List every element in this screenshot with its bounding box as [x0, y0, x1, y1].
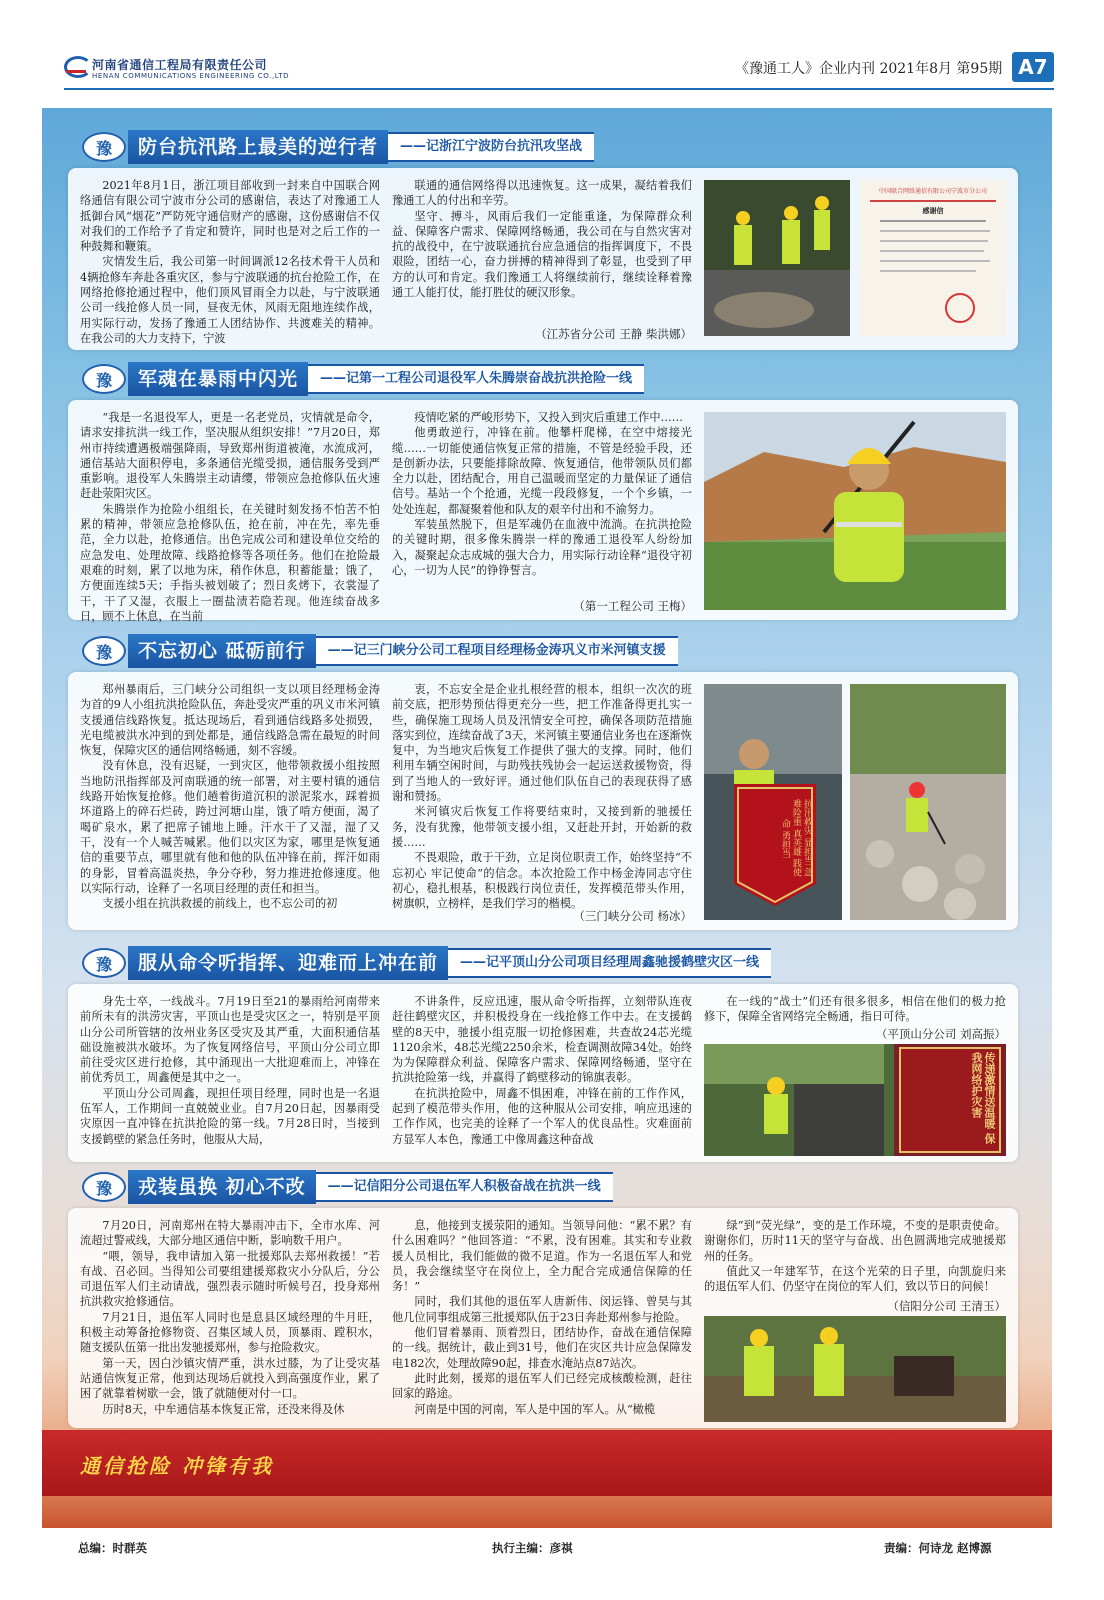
- banner-text: 传递激情送温暖 保我网络护灾害: [970, 1052, 996, 1144]
- paragraph: 疫情吃紧的严峻形势下，又投入到灾后重建工作中……: [414, 411, 683, 424]
- article-1-signature: （江苏省分公司 王静 柴洪娜）: [535, 327, 692, 341]
- article-5-title-bar: [82, 1170, 613, 1204]
- photo-man-with-banner: [704, 684, 842, 920]
- article-3-signature: （三门峡分公司 杨冰）: [573, 909, 692, 923]
- logo-badge-icon: 豫: [82, 948, 126, 978]
- article-5-title: 戎装虽换 初心不改: [128, 1170, 316, 1204]
- article-2-title: 军魂在暴雨中闪光: [128, 362, 308, 396]
- article-2-col-2: [392, 410, 692, 588]
- article-4-subtitle: ——记平顶山分公司项目经理周鑫驰援鹤壁灾区一线: [448, 948, 771, 978]
- paragraph: 联通的通信网络得以迅速恢复。这一成果，凝结着我们豫通工人的付出和辛劳。: [392, 179, 692, 208]
- paragraph: 息，他接到支援荥阳的通知。当领导问他：“累不累？有什么困难吗？”他回答道：“不累，没有困难。其实和专业救援人员相比，我们能做的微不足道。作为一名退伍军人和党员，我会继续坚守在岗位上，全力配合完成通信保障的任务！”: [392, 1219, 692, 1294]
- article-5-box: [68, 1208, 1018, 1428]
- paragraph: 衷，不忘安全是企业扎根经营的根本，组织一次次的班前交底，把形势预估得更充分一些，把工作准备得更扎实一些，确保施工现场人员及汛情安全可控，确保各项防范措施落实到位，连续奋战了3天，米河镇主要通信业务也在逐渐恢复中，为当地灾后恢复工作提供了强大的支撑。同时，他们利用车辆空闲时间，与助残扶残协会一起运送救援物资，得到了当地人的一致好评。通过他们队伍自己的表现获得了感谢和赞扬。: [392, 683, 692, 804]
- page-number: A7: [1012, 52, 1054, 82]
- content-panel: [42, 108, 1052, 1528]
- photo-thank-you-letter: [860, 180, 1006, 336]
- paragraph: 朱腾崇作为抢险小组组长，在关键时刻发扬不怕苦不怕累的精神，带领应急抢修队伍，抢在前，冲在先，率先垂范，全力以赴，抢修通信。出色完成公司和建设单位交给的应急发电、处理故障、线路抢修等各项任务。他们在抢险最艰难的时刻，累了以地为床，稍作休息，积蓄能量；饿了，方便面连续5天；手指头被划破了；烈日炙烤下，衣裳湿了干，干了又湿，衣服上一圈盐渍若隐若现。他连续奋战多日，顾不上休息，在当前: [80, 502, 380, 623]
- masthead: 《豫通工人》企业内刊 2021年8月 第95期: [735, 61, 1003, 77]
- company-name-en: HENAN COMMUNICATIONS ENGINEERING CO.,LTD: [92, 72, 290, 80]
- paragraph: 平顶山分公司周鑫，现担任项目经理，同时也是一名退伍军人，工作期间一直兢兢业业。自7月20日起，因暴雨受灾原因一直冲锋在抗洪抢险的第一线。7月28日时，当接到支援鹤壁的紧急任务时，他服从大局，: [80, 1086, 380, 1146]
- paragraph: 7月21日，退伍军人同时也是息县区域经理的牛月旺，积极主动筹备抢修物资、召集区域人员，顶暴雨、蹚积水，随支援队伍第一批出发驰援郑州，参与抢险救灾。: [80, 1310, 380, 1355]
- logo-badge-icon: 豫: [82, 1172, 126, 1202]
- article-5-col-1: [80, 1218, 380, 1424]
- photo-worker-with-pole: [704, 412, 1006, 610]
- letter-heading: 感谢信: [922, 206, 944, 215]
- paragraph: 郑州暴雨后，三门峡分公司组织一支以项目经理杨金涛为首的9人小组抗洪抢险队伍，奔赴受灾严重的巩义市米河镇支援通信线路恢复。抵达现场后，看到通信线路多处损毁，光电缆被洪水冲到的到处都是，通信线路急需在最短的时间恢复，保障灾区的通信网络畅通，刻不容缓。: [80, 683, 380, 758]
- article-3-title: 不忘初心 砥砺前行: [128, 634, 316, 668]
- slogan: 通信抢险 冲锋有我: [80, 1454, 274, 1478]
- paragraph: 历时8天，中牟通信基本恢复正常，还没来得及休: [102, 1402, 345, 1416]
- banner-text: 抗汛救灾 显担当 急难险重 真英雄 践使命 勇担当: [780, 799, 812, 877]
- article-3-title-bar: [82, 634, 678, 668]
- article-3-subtitle: ——记三门峡分公司工程项目经理杨金涛巩义市米河镇支援: [316, 636, 678, 666]
- paragraph: 他勇敢逆行，冲锋在前。他攀杆爬梯，在空中熔接光缆……一切能使通信恢复正常的措施，不管是经验手段，还是创新办法，只要能排除故障、恢复通信，他带领队员们都全力以赴，团结配合，用自己温暖而坚定的力量保证了通信信号。基站一个个抢通，光缆一段段修复，一个个乡镇，一处处连起，都凝聚着他和队友的艰辛付出和不渝努力。: [392, 426, 692, 516]
- paragraph: 不畏艰险，敢于干劲，立足岗位职责工作，始终坚持“不忘初心 牢记使命”的信念。本次抢险工作中杨金涛同志守住初心，稳扎根基，积极践行岗位责任，发挥模范带头作用，树旗帜，立榜样，是我们学习的楷模。: [392, 851, 692, 911]
- article-2-signature: （第一工程公司 王梅）: [573, 599, 692, 613]
- footer-responsible-editor: 责编：何诗龙 赵博源: [884, 1541, 992, 1555]
- paragraph: 在抗洪抢险中，周鑫不惧困难，冲锋在前的工作作风，起到了模范带头作用，他的这种服从公司安排，响应迅速的工作作风，也完美的诠释了一个军人的优良品性。灾难面前方显军人本色，豫通工中像周鑫这种奋战: [392, 1086, 692, 1146]
- article-5-col-2: [392, 1218, 692, 1424]
- article-2-title-bar: [82, 362, 644, 396]
- page-header: [0, 0, 1104, 96]
- logo-badge-icon: 豫: [82, 132, 126, 162]
- article-2-box: [68, 400, 1018, 623]
- article-2-col-1: [80, 410, 380, 623]
- header-divider: [64, 88, 1054, 90]
- article-1-col-1: [80, 178, 380, 343]
- paragraph: “喂，领导，我申请加入第一批援郑队去郑州救援！”若有战、召必回。当得知公司要组建援郑救灾小分队后，分公司退伍军人们主动请战，强烈表示随时听候号召，投身郑州抗洪救灾抢修通信。: [80, 1249, 380, 1309]
- paragraph: “我是一名退役军人，更是一名老党员，灾情就是命令，请求安排抗洪一线工作，坚决服从组织安排！”7月20日，郑州市持续遭遇极端强降雨，导致郑州街道被淹，水流成河，通信基站大面积停电，多条通信光缆受损，通信服务受到严重影响。退役军人朱腾崇主动请缨，带领应急抢修队伍火速赶赴荥阳灾区。: [80, 411, 380, 501]
- article-1-col-2: [392, 178, 692, 318]
- paragraph: 支援小组在抗洪救援的前线上，也不忘公司的初: [102, 897, 338, 911]
- article-3-col-2: [392, 682, 692, 911]
- paragraph: 身先士卒，一线战斗。7月19日至21的暴雨给河南带来前所未有的洪涝灾害，平顶山也是受灾区之一，特别是平顶山分公司所管辖的汝州业务区受灾及其严重，大面积通信基础设施被洪水破坏。为了恢复网络信号，平顶山分公司立即前往受灾区进行抢修，其中涌现出一大批迎难而上，冲锋在前优秀员工，周鑫便是其中之一。: [80, 995, 380, 1085]
- paragraph: 在一线的“战士”们还有很多很多，相信在他们的极力抢修下，保障全省网络完全畅通，指日可待。: [704, 995, 1006, 1024]
- photo-worker-on-rocks: [850, 684, 1006, 920]
- paragraph: 坚守、搏斗，风雨后我们一定能重逢，为保障群众利益、保障客户需求、保障网络畅通，我公司在与自然灾害对抗的战役中，在宁波联通抗台应急通信的指挥调度下，不畏艰险，团结一心，奋力拼搏的精神得到了彰显，也受到了甲方的认可和肯定。我们豫通工人将继续前行，继续诠释着豫通工人能打仗，能打胜仗的硬汉形象。: [392, 209, 692, 300]
- article-4-col-2: [392, 994, 692, 1156]
- letter-title: 中国联合网络通信有限公司宁波市分公司: [878, 188, 987, 195]
- logo-badge-icon: 豫: [82, 636, 126, 666]
- article-4-box: [68, 984, 1018, 1162]
- paragraph: 同时，我们其他的退伍军人唐新伟、闵运锋、曾昊与其他几位同事组成第三批援郑队伍于23日奔赴郑州参与抢险。: [392, 1295, 692, 1324]
- photo-worker-cable-banner: [704, 1044, 1006, 1156]
- article-1-box: [68, 168, 1018, 350]
- paragraph: 军装虽然脱下，但是军魂仍在血液中流淌。在抗洪抢险的关键时期，很多像朱腾崇一样的豫通工退役军人纷纷加入，凝聚起众志成城的强大合力，用实际行动诠释“退役守初心，一切为人民”的铮铮誓言。: [392, 518, 692, 577]
- photo-workers-repair: [704, 180, 850, 336]
- article-3-box: [68, 672, 1018, 930]
- paragraph: 2021年8月1日，浙江项目部收到一封来自中国联合网络通信有限公司宁波市分公司的感谢信，表达了对豫通工人抵御台风“烟花”严防死守通信财产的感谢，这份感谢信不仅对我们的工作给予了肯定和赞许，同时也是对之后工作的一种鼓舞和鞭策。: [80, 179, 380, 254]
- company-logo-icon: [64, 56, 92, 78]
- paragraph: 没有休息，没有迟疑，一到灾区，他带领救援小组按照当地防汛指挥部及河南联通的统一部署，对主要村镇的通信线路开始恢复抢修。他们趟着街道沉积的淤泥浆水，踩着损坏道路上的碎石烂砖，跨过河塘山崖，饿了啃方便面，渴了喝矿泉水，累了把席子铺地上睡。汗水干了又湿，湿了又干，没有一个人喊苦喊累。他们以灾区为家，哪里是恢复通信的重要节点，哪里就有他和他的队伍冲锋在前，挥汗如雨的身影，冒着高温炎热，争分夺秒，努力推进抢修速度。他以实际行动，诠释了一名项目经理的责任和担当。: [80, 759, 380, 895]
- article-1-subtitle: ——记浙江宁波防台抗汛攻坚战: [388, 132, 594, 162]
- paragraph: 米河镇灾后恢复工作将要结束时，又接到新的驰援任务，没有犹豫，他带领支援小组，又赶赴开封，开始新的救援……: [392, 805, 692, 849]
- paragraph: 此时此刻，援郑的退伍军人们已经完成核酸检测，赶往回家的路途。: [392, 1371, 692, 1401]
- article-5-signature: （信阳分公司 王清玉）: [887, 1299, 1006, 1313]
- footer-exec-editor: 执行主编：彦祺: [492, 1541, 573, 1555]
- paragraph: 值此又一年建军节，在这个光荣的日子里，向凯旋归来的退伍军人们、仍坚守在岗位的军人们，致以节日的问候！: [704, 1264, 1006, 1294]
- article-1-title: 防台抗汛路上最美的逆行者: [128, 130, 388, 164]
- article-4-col-1: [80, 994, 380, 1156]
- article-3-col-1: [80, 682, 380, 926]
- article-4-signature: （平顶山分公司 刘高振）: [875, 1027, 1006, 1041]
- article-4-title-bar: [82, 946, 771, 980]
- article-5-subtitle: ——记信阳分公司退伍军人积极奋战在抗洪一线: [316, 1172, 613, 1202]
- paragraph: 不讲条件，反应迅速，服从命令听指挥，立刻带队连夜赶往鹤壁灾区，并积极投身在一线抢修工作中去。在支援鹤壁的8天中，驰援小组克服一切抢修困难，共查故24芯光缆1120余米，48芯光缆2250余米，检查调测故障34处。始终为为保障群众利益、保障客户需求、保障网络畅通，坚守在抗洪抢险第一线，并赢得了鹤壁移动的锦旗表彰。: [392, 995, 692, 1085]
- paragraph: 绿”到“荧光绿”，变的是工作环境，不变的是职责使命。谢谢你们，历时11天的坚守与奋战、出色圆满地完成驰援郑州的任务。: [704, 1219, 1006, 1263]
- paragraph: 7月20日，河南郑州在特大暴雨冲击下，全市水库、河流超过警戒线，大部分地区通信中断，影响数千用户。: [80, 1219, 380, 1248]
- article-1-title-bar: [82, 130, 594, 164]
- paragraph: 他们冒着暴雨、顶着烈日，团结协作，奋战在通信保障的一线。据统计，截止到31号，他们在灾区共计应急保障发电182次，处理故障90起，排查水淹站点87站次。: [392, 1326, 692, 1370]
- logo-badge-icon: 豫: [82, 364, 126, 394]
- article-4-col-3: [704, 994, 1006, 1026]
- company-name-cn: 河南省通信工程局有限责任公司: [92, 58, 268, 72]
- paragraph: 河南是中国的河南，军人是中国的军人。从“橄榄: [414, 1402, 656, 1416]
- company-logo-stripe: [66, 70, 86, 73]
- article-2-subtitle: ——记第一工程公司退役军人朱腾崇奋战抗洪抢险一线: [308, 364, 644, 394]
- photo-soldiers-working: [704, 1316, 1006, 1422]
- article-4-title: 服从命令听指挥、迎难而上冲在前: [128, 946, 448, 980]
- footer-chief-editor: 总编：时群英: [78, 1541, 147, 1555]
- paragraph: 灾情发生后，我公司第一时间调派12名技术骨干人员和4辆抢修车奔赴各重灾区，参与宁波联通的抗台抢险工作，在网络抢修抢通过程中，他们顶风冒雨全力以赴，与宁波联通公司一线抢修人员一同，昼夜无休，风雨无阻地连续作战，用实际行动，发扬了豫通工人团结协作、共渡难关的精神。在我公司的大力支持下，宁波: [80, 255, 380, 345]
- article-5-col-3: [704, 1218, 1006, 1294]
- paragraph: 第一天，因白沙镇灾情严重，洪水过膝，为了让受灾基站通信恢复正常，他到达现场后就投入到高强度作业，累了困了就靠着树歇一会，饿了就随便对付一口。: [80, 1356, 380, 1401]
